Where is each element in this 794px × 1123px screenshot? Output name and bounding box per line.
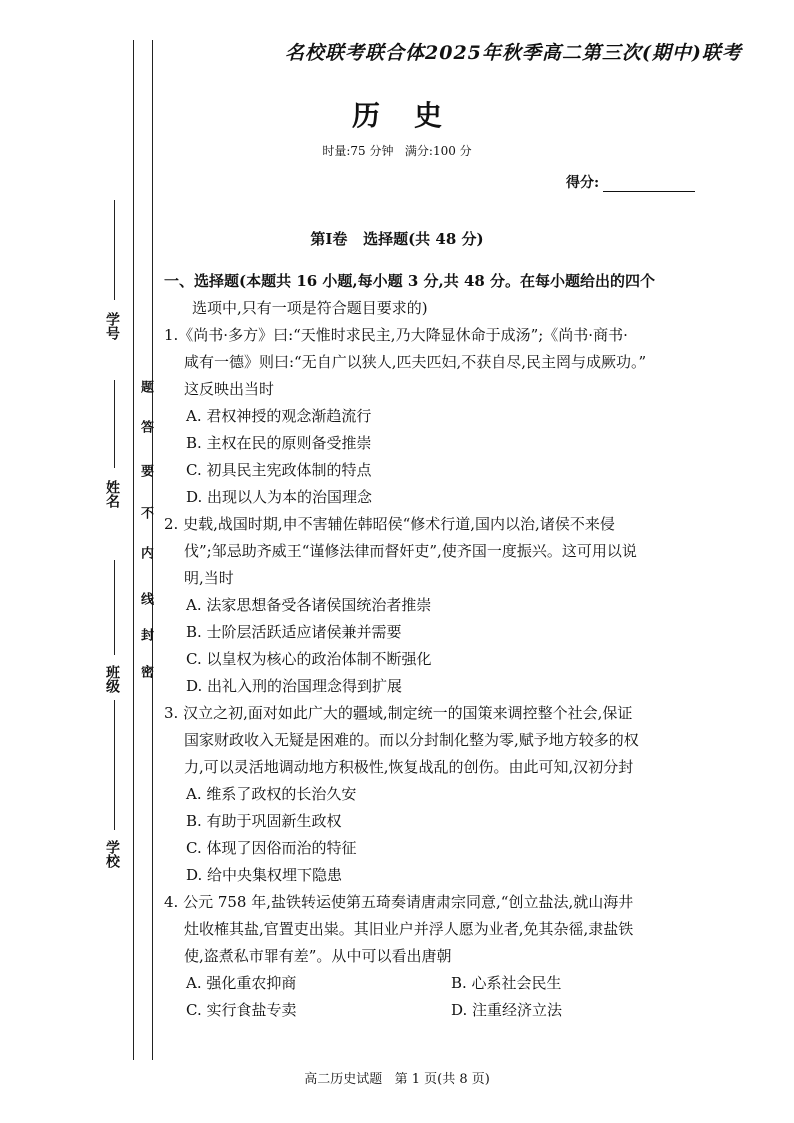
name-label: 姓名: [104, 480, 120, 508]
option-d: D. 出礼入刑的治国理念得到扩展: [186, 677, 403, 695]
binding-line-inner: [133, 40, 134, 1060]
question-stem-line: 3. 汉立之初,面对如此广大的疆域,制定统一的国策来调控整个社会,保证: [164, 704, 633, 722]
option-b: B. 心系社会民生: [451, 974, 562, 992]
subject-title: 历史: [351, 99, 476, 132]
question-area: [164, 268, 694, 1024]
score-field: [566, 172, 695, 192]
question-3: [164, 700, 694, 889]
school-label: 学校: [104, 840, 120, 868]
seal-char: 内: [138, 546, 153, 559]
exam-title: 名校联考联合体2025年秋季高二第三次(期中)联考: [285, 42, 742, 64]
question-1: [164, 322, 694, 511]
question-stem-line: 伐”;邹忌助齐威王“谨修法律而督奸吏”,使齐国一度振兴。这可用以说: [184, 542, 637, 560]
question-stem-line: 4. 公元 758 年,盐铁转运使第五琦奏请唐肃宗同意,“创立盐法,就山海井: [164, 893, 634, 911]
question-stem-line: 明,当时: [184, 569, 234, 587]
question-2: [164, 511, 694, 700]
option-d: D. 出现以人为本的治国理念: [186, 488, 373, 506]
score-blank-line: [603, 177, 695, 192]
name-blank: [114, 380, 115, 468]
part-heading-line: 一、选择题(本题共 16 小题,每小题 3 分,共 48 分。在每小题给出的四个: [164, 272, 656, 290]
student-id-blank: [114, 200, 115, 300]
question-4: [164, 889, 694, 1024]
option-b: B. 主权在民的原则备受推崇: [186, 434, 372, 452]
option-d: D. 给中央集权埋下隐患: [186, 866, 343, 884]
seal-char: 题: [138, 380, 153, 393]
option-d: D. 注重经济立法: [451, 1001, 563, 1019]
option-b: B. 士阶层活跃适应诸侯兼并需要: [186, 623, 402, 641]
class-blank: [114, 560, 115, 655]
seal-char: 线: [138, 592, 153, 605]
school-blank: [114, 700, 115, 830]
option-a: A. 强化重农抑商: [186, 974, 297, 992]
class-label: 班级: [104, 665, 120, 693]
part-heading-line: 选项中,只有一项是符合题目要求的): [192, 299, 428, 317]
score-label: 得分:: [566, 175, 600, 191]
option-a: A. 维系了政权的长治久安: [186, 785, 357, 803]
question-stem-line: 使,盗煮私市罪有差”。从中可以看出唐朝: [184, 947, 452, 965]
question-stem-line: 力,可以灵活地调动地方积极性,恢复战乱的创伤。由此可知,汉初分封: [184, 758, 634, 776]
question-stem-line: 1.《尚书·多方》曰:“天惟时求民主,乃大降显休命于成汤”;《尚书·商书·: [164, 326, 628, 344]
option-row: [164, 997, 694, 1024]
option-c: C. 实行食盐专卖: [186, 1001, 297, 1019]
seal-char: 封: [138, 628, 153, 641]
seal-char: 答: [138, 420, 153, 433]
option-row: [164, 970, 694, 997]
seal-char: 不: [138, 506, 153, 519]
seal-char: 密: [138, 665, 153, 678]
option-c: C. 体现了因俗而治的特征: [186, 839, 357, 857]
option-b: B. 有助于巩固新生政权: [186, 812, 342, 830]
student-id-label: 学号: [104, 312, 120, 340]
exam-meta: 时量:75 分钟 满分:100 分: [322, 144, 472, 158]
question-stem-line: 2. 史载,战国时期,申不害辅佐韩昭侯“修术行道,国内以治,诸侯不来侵: [164, 515, 615, 533]
question-stem-line: 灶收榷其盐,官置吏出粜。其旧业户并浮人愿为业者,免其杂徭,隶盐铁: [184, 920, 634, 938]
section-title: 第Ⅰ卷 选择题(共 48 分): [310, 230, 484, 248]
question-stem-line: 这反映出当时: [184, 380, 275, 398]
option-c: C. 初具民主宪政体制的特点: [186, 461, 372, 479]
question-stem-line: 国家财政收入无疑是困难的。而以分封制化整为零,赋予地方较多的权: [184, 731, 639, 749]
seal-char: 要: [138, 464, 153, 477]
option-c: C. 以皇权为核心的政治体制不断强化: [186, 650, 432, 668]
option-a: A. 君权神授的观念渐趋流行: [186, 407, 372, 425]
question-stem-line: 咸有一德》则曰:“无自广以狭人,匹夫匹妇,不获自尽,民主罔与成厥功。”: [184, 353, 647, 371]
page-footer: 高二历史试题 第 1 页(共 8 页): [304, 1072, 490, 1087]
option-a: A. 法家思想备受各诸侯国统治者推崇: [186, 596, 432, 614]
